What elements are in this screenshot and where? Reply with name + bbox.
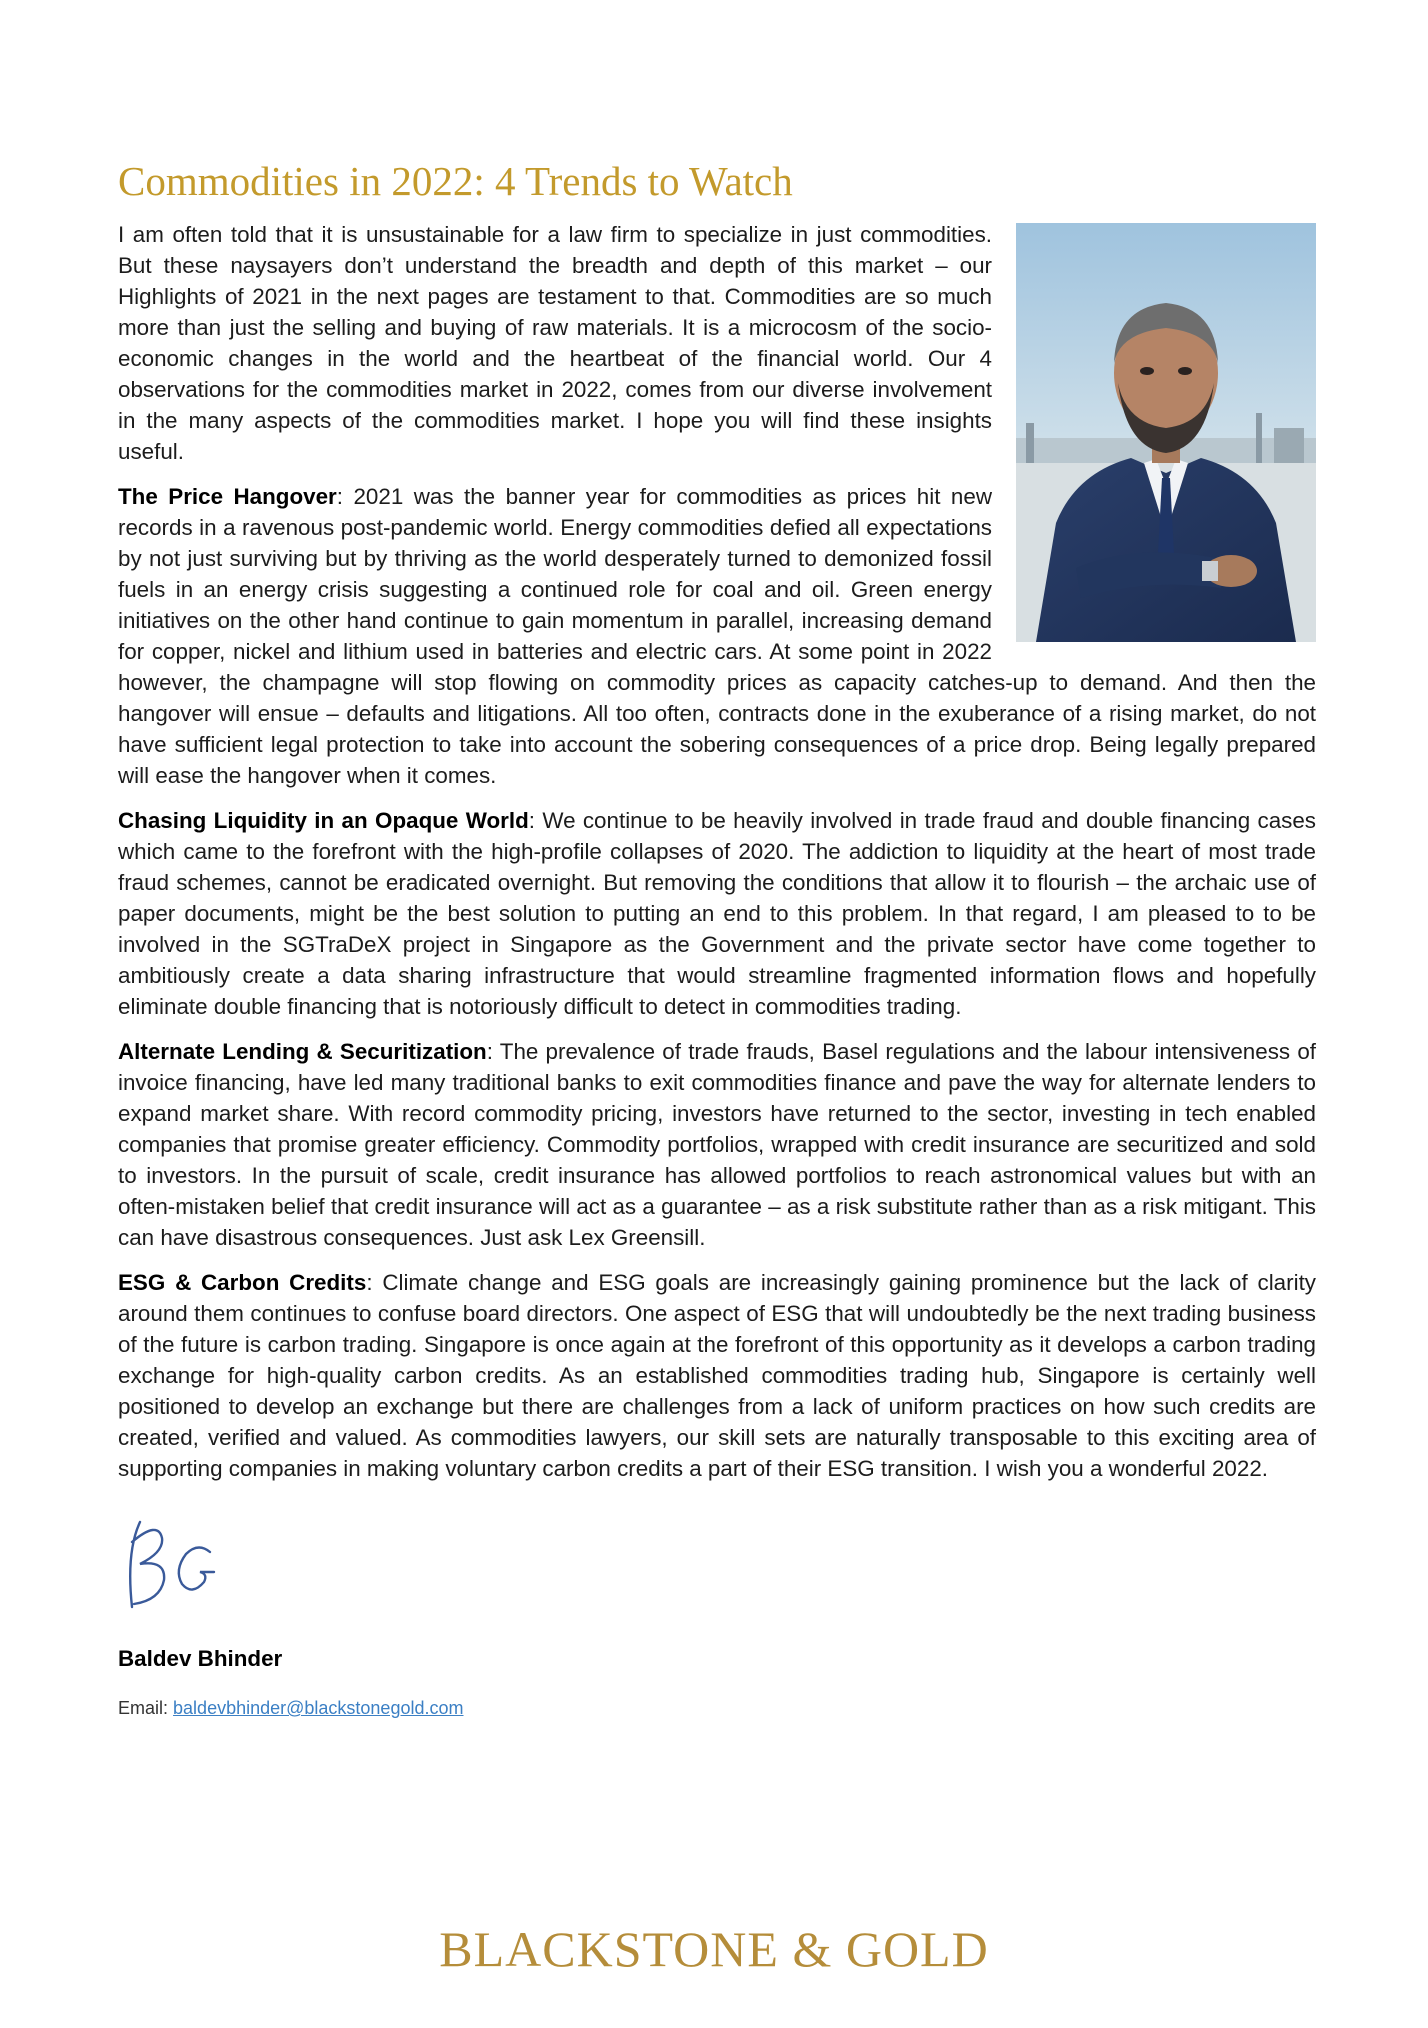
intro-paragraph: I am often told that it is unsustainable for a law firm to specialize in just commodities. But these naysayers don’t understand the breadth and depth of this market – our Highlights of 2021 in the next pages are testament to that. Commodities are so much more than just the selling and buying of raw materials. It is a microcosm of the socio-economic changes in the world and the heartbeat of the financial world. Our 4 observations for the commodities market in 2022, comes from our diverse involvement in the many aspects of the commodities market. I hope you will find these insights useful. — [118, 222, 992, 465]
section-body: : We continue to be heavily involved in trade fraud and double financing cases which came to the forefront with the high-profile collapses of 2020. The addiction to liquidity at the heart of most trade fraud schemes, cannot be eradicated overnight. But removing the conditions that allow it to flourish – the archaic use of paper documents, might be the best solution to putting an end to this problem. In that regard, I am pleased to to be involved in the SGTraDeX project in Singapore as the Government and the private sector have come together to ambitiously create a data sharing infrastructure that would streamline fragmented information flows and hopefully eliminate double financing that is notoriously difficult to detect in commodities trading. — [118, 808, 1317, 1020]
handwritten-signature-image — [118, 1512, 228, 1622]
section-chasing-liquidity — [118, 805, 1316, 1022]
section-body: : The prevalence of trade frauds, Basel regulations and the labour intensiveness of invoice financing, have led many traditional banks to exit commodities finance and pave the way for alternate lenders to expand market share. With record commodity pricing, investors have returned to the sector, investing in tech enabled companies that promise greater efficiency. Commodity portfolios, wrapped with credit insurance are securitized and sold to investors. In the pursuit of scale, credit insurance has allowed portfolios to reach astronomical values but with an often-mistaken belief that credit insurance will act as a guarantee – as a risk substitute rather than as a risk mitigant. This can have disastrous consequences. Just ask Lex Greensill. — [118, 1039, 1316, 1251]
article-title: Commodities in 2022: 4 Trends to Watch — [118, 158, 793, 204]
section-body: : 2021 was the banner year for commodities as prices hit new records in a ravenous post-pandemic world. Energy commodities defied all expectations by not just surviving but by thriving as the world desperately turned to demonized fossil fuels in an energy crisis suggesting a continued role for coal and oil. Green energy initiatives on the other hand continue to gain momentum in parallel, increasing demand for copper, nickel and lithium used in batteries and electric cars. At some point in 2022 however, the champagne will stop flowing on commodity prices as capacity catches-up to demand. And then the hangover will ensue – defaults and litigations. All too often, contracts done in the exuberance of a rising market, do not have sufficient legal protection to take into account the sobering consequences of a price drop. Being legally prepared will ease the hangover when it comes. — [118, 484, 1316, 789]
contact-line — [118, 1698, 1316, 1719]
section-esg-carbon-credits — [118, 1267, 1316, 1484]
section-heading: The Price Hangover — [118, 484, 337, 510]
email-label: Email: — [118, 1698, 169, 1719]
email-link[interactable]: baldevbhinder@blackstonegold.com — [173, 1698, 464, 1719]
section-heading: Chasing Liquidity in an Opaque World — [118, 808, 529, 834]
section-heading: Alternate Lending & Securitization — [118, 1039, 487, 1065]
intro-block — [118, 219, 1316, 791]
article — [118, 158, 1316, 1719]
section-alternate-lending — [118, 1036, 1316, 1253]
author-name: Baldev Bhinder — [118, 1646, 283, 1672]
brand-logo-text: BLACKSTONE & GOLD — [439, 1921, 989, 1977]
author-portrait-image — [1016, 223, 1316, 642]
section-body: : Climate change and ESG goals are increasingly gaining prominence but the lack of clarity around them continues to confuse board directors. One aspect of ESG that will undoubtedly be the next trading business of the future is carbon trading. Singapore is once again at the forefront of this opportunity as it develops a carbon trading exchange for high-quality carbon credits. As an established commodities trading hub, Singapore is certainly well positioned to develop an exchange but there are challenges from a lack of uniform practices on how such credits are created, verified and valued. As commodities lawyers, our skill sets are naturally transposable to this exciting area of supporting companies in making voluntary carbon credits a part of their ESG transition. I wish you a wonderful 2022. — [118, 1270, 1316, 1482]
section-heading: ESG & Carbon Credits — [118, 1270, 367, 1296]
